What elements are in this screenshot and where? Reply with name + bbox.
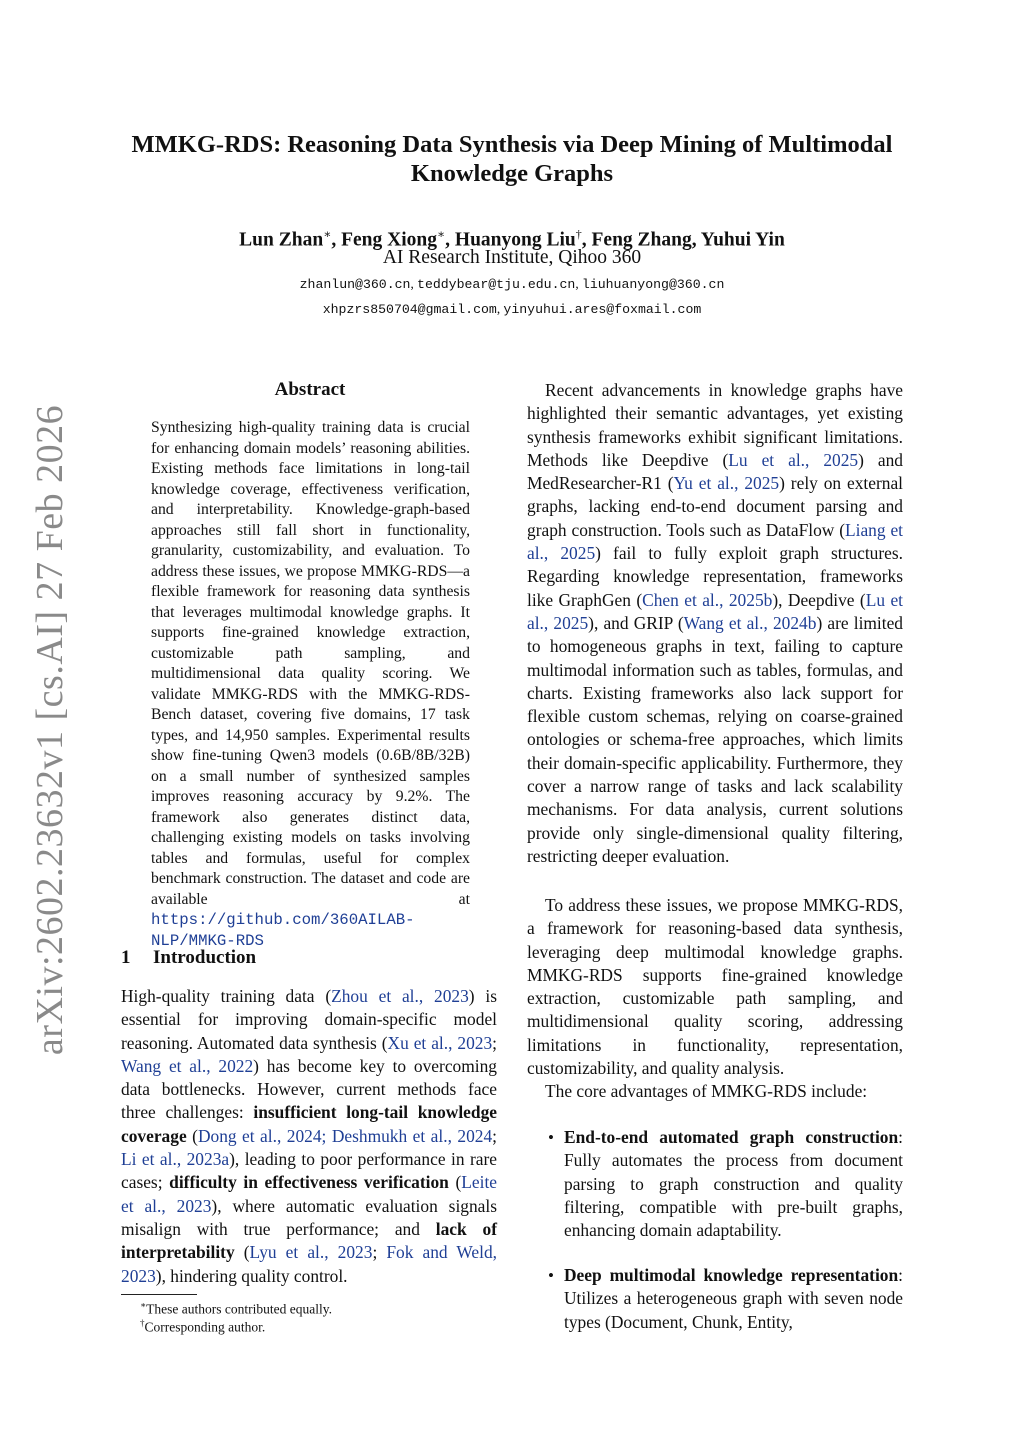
paragraph-text: ), leading to poor performance in rare cases; — [121, 1149, 497, 1193]
section-title: Introduction — [153, 947, 257, 968]
citation-link[interactable]: Yu et al., 2025 — [673, 473, 780, 494]
paragraph-text: ) rely on external graphs, lacking end-to-end document parsing and graph construction. Tools such as DataFlow ( — [527, 473, 904, 540]
email-address: yinyuhui.ares@foxmail.com — [503, 302, 702, 317]
author-name: Feng Zhang — [591, 229, 692, 251]
abstract-body-text: Synthesizing high-quality training data is crucial for enhancing domain models’ reasoning abilities. Existing methods face limitations in long-tail knowledge coverage, effectiveness verification, and interpretability. Knowledge-graph-based approaches still fall short in functionality, granularity, customizability, and evaluation. To address these issues, we propose MMKG-RDS—a flexible framework for reasoning data synthesis that leverages multimodal knowledge graphs. It supports fine-grained knowledge extraction, customizable path sampling, and multidimensional data quality scoring. We validate MMKG-RDS with the MMKG-RDS-Bench dataset, covering five domains, 17 task types, and 14,950 samples. Experimental results show fine-tuning Qwen3 models (0.6B/8B/32B) on a small number of synthesized samples improves reasoning accuracy by 9.2%. The framework also generates distinct data, challenging existing models on tasks involving tables and formulas, useful for complex benchmark construction. The dataset and code are available at — [151, 419, 470, 908]
bullet-item — [564, 1126, 903, 1242]
email-line — [112, 275, 912, 294]
footnote-text: These authors contributed equally. — [146, 1301, 332, 1317]
email-address: xhpzrs850704@gmail.com — [322, 302, 497, 317]
citation-link[interactable]: Wang et al., 2024b — [683, 612, 817, 633]
paragraph-text: High-quality training data ( — [121, 986, 332, 1006]
author-name: Huanyong Liu — [454, 229, 576, 251]
email-line — [112, 300, 912, 319]
citation-link[interactable]: Zhou et al., 2023 — [331, 986, 469, 1006]
paragraph-text: ) is essential for improving domain-specific model reasoning. Automated data synthesis ( — [121, 986, 497, 1053]
email-separator: , — [575, 276, 582, 291]
footnote-divider — [121, 1294, 197, 1295]
paragraph-text: ), Deepdive ( — [772, 589, 866, 610]
paragraph-text: ) has become key to overcoming data bottlenecks. However, current methods face three challenges: — [121, 1055, 497, 1123]
citation-link[interactable]: Li et al., 2023a — [121, 1149, 230, 1170]
paragraph-text: ; — [492, 1125, 498, 1146]
citation-link[interactable]: Leite et al., 2023 — [121, 1172, 498, 1216]
bullet-text: : Fully automates the process from document parsing to graph construction and quality filtering, compatible with pre-built graphs, enhancing domain adaptability. — [564, 1127, 903, 1241]
footnote-mark: ∗ — [140, 1300, 147, 1310]
author-mark: † — [575, 227, 582, 241]
citation-link[interactable]: Lu et al., 2025 — [728, 449, 859, 470]
section-heading — [121, 946, 501, 970]
citation-link[interactable]: Lyu et al., 2023 — [249, 1242, 373, 1263]
author-mark: ∗ — [323, 227, 332, 241]
paragraph-text: ), and GRIP ( — [588, 612, 684, 633]
bullet-title: Deep multimodal knowledge representation — [564, 1265, 899, 1285]
citation-link[interactable]: Chen et al., 2025b — [642, 589, 773, 610]
footnote — [140, 1314, 500, 1337]
citation-link[interactable]: Wang et al., 2022 — [121, 1055, 254, 1076]
author-separator: , — [581, 229, 592, 251]
paper-title: MMKG-RDS: Reasoning Data Synthesis via Deep Mining of Multimodal Knowledge Graphs — [131, 131, 893, 187]
email-address: teddybear@tju.edu.cn — [417, 277, 576, 292]
repository-link[interactable]: https://github.com/360AILAB-NLP/MMKG-RDS — [151, 911, 415, 950]
email-address: zhanlun@360.cn — [299, 277, 411, 292]
citation-link[interactable]: Xu et al., 2023 — [387, 1032, 493, 1053]
abstract-text — [151, 418, 470, 951]
section-number: 1 — [121, 947, 131, 968]
emphasis-text: difficulty in effectiveness verification — [169, 1172, 449, 1193]
intro-paragraph — [121, 985, 497, 1288]
paragraph-text: ) are limited to homogeneous graphs in text, failing to capture multimodal information such as tables, formulas, and charts. Existing frameworks also lack support for flexible custom schemas, relying on coarse-grained ontologies or schema-free approaches, which limits their domain-specific applicability. Furthermore, they cover a narrow range of tasks and lack scalability mechanisms. For data analysis, current solutions provide only single-dimensional quality filtering, restricting deeper evaluation. — [527, 612, 904, 866]
author-separator: , — [445, 229, 455, 251]
abstract-heading: Abstract — [274, 379, 346, 400]
author-separator: , — [331, 229, 342, 251]
author-name: Feng Xiong — [341, 229, 437, 251]
paragraph-text: ( — [234, 1242, 250, 1263]
emphasis-text: lack of interpretability — [121, 1218, 497, 1263]
footnote-mark: † — [140, 1318, 145, 1328]
bullet-text: : Utilizes a heterogeneous graph with seven node types (Document, Chunk, Entity, — [564, 1265, 903, 1332]
paragraph-text: ) and MedResearcher-R1 ( — [527, 449, 903, 494]
author-mark: ∗ — [437, 227, 446, 241]
paragraph-text: ; — [492, 1032, 497, 1053]
paragraph-text: ), where automatic evaluation signals misalign with true performance; and — [121, 1195, 497, 1239]
body-paragraph — [527, 379, 903, 868]
paragraph-text: ), hindering quality control. — [155, 1265, 348, 1286]
paragraph-text: ( — [448, 1172, 462, 1193]
bullet-title: End-to-end automated graph construction — [564, 1127, 899, 1147]
footnote-text: Corresponding author. — [144, 1319, 266, 1335]
email-separator: , — [496, 301, 504, 316]
paragraph-text: ; — [372, 1242, 387, 1263]
affiliation: AI Research Institute, Qihoo 360 — [382, 247, 642, 268]
paragraph-text: Recent advancements in knowledge graphs have highlighted their semantic advantages, yet existing synthesis frameworks exhibit significant limitations. Methods like Deepdive ( — [527, 380, 903, 470]
email-address: liuhuanyong@360.cn — [581, 277, 725, 292]
bullet-dot: • — [548, 1128, 554, 1147]
arxiv-identifier: arXiv:2602.23632v1 [cs.AI] 27 Feb 2026 — [29, 404, 71, 1056]
author-name: Yuhui Yin — [700, 229, 785, 251]
paragraph-text: ) fail to fully exploit graph structures. Regarding knowledge representation, frameworks like GraphGen ( — [527, 543, 903, 610]
body-paragraph: To address these issues, we propose MMKG-RDS, a framework for reasoning-based data synthesis, leveraging deep multimodal knowledge graphs. MMKG-RDS supports fine-grained knowledge extraction, customizable path sampling, and multidimensional quality scoring, addressing limitations in functionality, representation, customizability, and quality analysis. — [527, 895, 903, 1079]
emphasis-text: insufficient long-tail knowledge coverage — [121, 1102, 497, 1146]
citation-link[interactable]: Liang et al., 2025 — [527, 519, 903, 564]
body-paragraph: The core advantages of MMKG-RDS include: — [545, 1081, 868, 1101]
citation-link[interactable]: Fok and Weld, 2023 — [121, 1242, 497, 1286]
author-name: Lun Zhan — [239, 229, 324, 251]
paragraph-text: ( — [186, 1125, 198, 1146]
bullet-dot: • — [548, 1266, 554, 1285]
citation-link[interactable]: Dong et al., 2024; Deshmukh et al., 2024 — [197, 1125, 493, 1146]
author-separator: , — [691, 229, 701, 251]
email-separator: , — [410, 276, 418, 291]
citation-link[interactable]: Lu et al., 2025 — [527, 589, 904, 633]
bullet-item — [564, 1264, 903, 1334]
